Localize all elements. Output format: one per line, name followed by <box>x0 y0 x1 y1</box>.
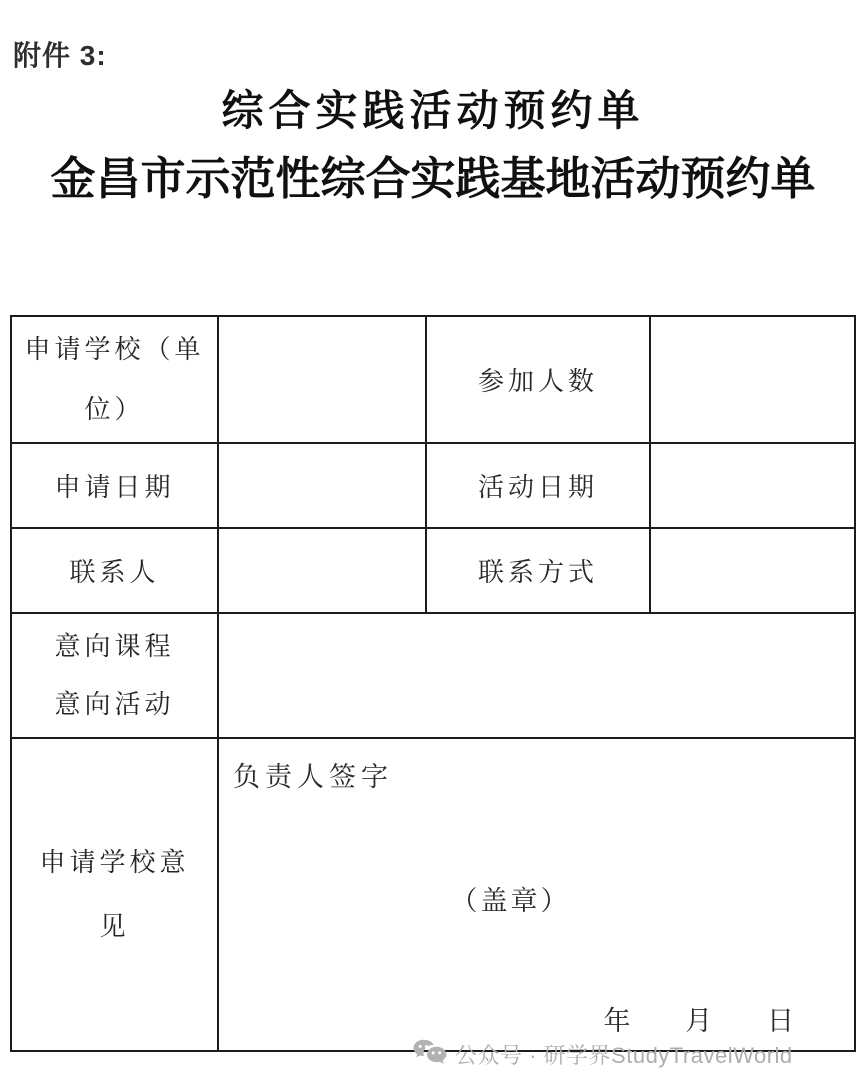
field-value-participants <box>650 316 855 443</box>
seal-label: （盖章） <box>450 886 571 916</box>
label-line: 申请学校意 <box>39 847 190 877</box>
field-label-school-opinion <box>11 738 218 1051</box>
field-label-apply-date: 申请日期 <box>11 443 218 528</box>
attachment-label: 附件 3: <box>13 40 107 71</box>
label-line: 意向活动 <box>54 689 175 719</box>
watermark-text: 公众号 · 研学界StudyTravelWorld <box>455 1042 793 1068</box>
label-line: 意向课程 <box>54 631 175 661</box>
label-line: 位） <box>84 394 145 424</box>
reservation-form-table <box>10 315 856 1052</box>
wechat-icon <box>412 1038 448 1070</box>
form-subtitle: 金昌市示范性综合实践基地活动预约单 <box>50 154 816 204</box>
watermark <box>412 1038 793 1070</box>
field-value-intention <box>218 613 855 738</box>
field-value-applicant-school <box>218 316 426 443</box>
field-label-applicant-school <box>11 316 218 443</box>
field-label-participants: 参加人数 <box>426 316 650 443</box>
field-value-contact-person <box>218 528 426 613</box>
field-label-activity-date: 活动日期 <box>426 443 650 528</box>
field-value-contact-method <box>650 528 855 613</box>
field-label-intention <box>11 613 218 738</box>
label-line: 见 <box>99 911 130 941</box>
form-title: 综合实践活动预约单 <box>221 89 645 135</box>
field-value-activity-date <box>650 443 855 528</box>
field-value-apply-date <box>218 443 426 528</box>
field-label-contact-method: 联系方式 <box>426 528 650 613</box>
date-blank-line: 年 月 日 <box>603 1006 794 1036</box>
field-label-contact-person: 联系人 <box>11 528 218 613</box>
signer-label: 负责人签字 <box>233 762 393 792</box>
label-line: 申请学校（单 <box>24 334 205 364</box>
school-opinion-signature-area <box>218 738 855 1051</box>
